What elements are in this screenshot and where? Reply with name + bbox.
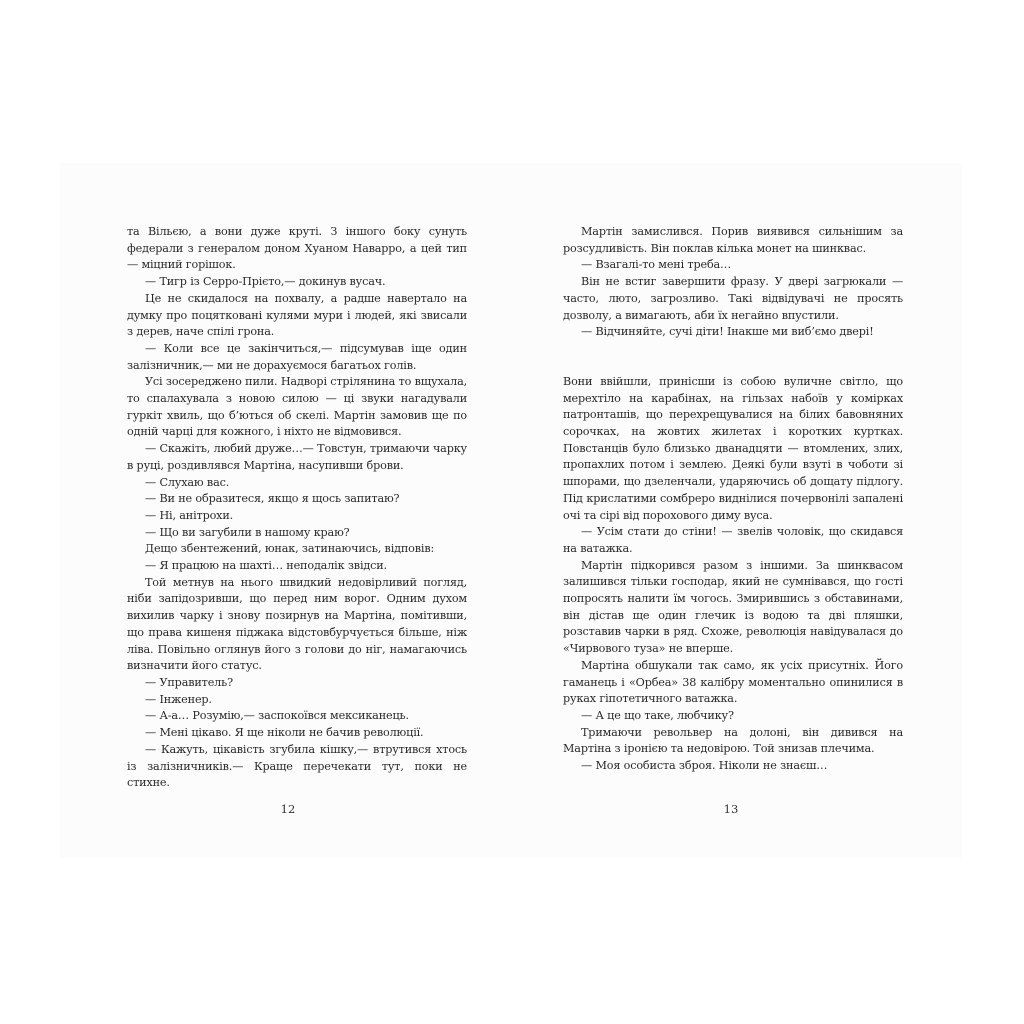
section-break: [563, 341, 903, 374]
paragraph: — Тигр із Серро-Прієто,— докинув вусач.: [145, 275, 386, 289]
paragraph: Тримаючи револьвер на долоні, він дивився на Мартіна з іронією та недовірою. Той знизав плечима.: [563, 725, 903, 756]
paragraph: — Моя особиста зброя. Ніколи не знаєш…: [581, 759, 828, 773]
page-number-left: 12: [280, 802, 296, 816]
paragraph: — А-а… Розумію,— заспокоївся мексиканець.: [145, 709, 409, 723]
paragraph: Він не встиг завершити фразу. У двері загрюкали — часто, люто, загрозливо. Такі відвідувачі не просять дозволу, а вимагають, аби їх негайно впустили.: [563, 275, 903, 322]
paragraph: — А це що таке, любчику?: [581, 708, 734, 722]
paragraph: Мартіна обшукали так само, як усіх присутніх. Його гаманець і «Орбеа» 38 калібру моментально опинилися в руках гіпотетичного ватажка.: [563, 658, 903, 706]
left-page-text: [127, 224, 467, 792]
paragraph: — Взагалі-то мені треба…: [581, 258, 732, 272]
right-page-text: [563, 224, 903, 775]
paragraph: Мартін підкорився разом з іншими. За шинквасом залишився тільки господар, який не сумнівався, що гості попросять налити їм чогось. Змирившись з обставинами, він дістав ще один глечик із водою та дві пляшки, розставив чарки в ряд. Схоже, революція навідувалася до «Чирвового туза» не вперше.: [563, 558, 903, 656]
paragraph: — Кажуть, цікавість згубила кішку,— втрутився хтось із залізничників.— Краще перечекати тут, поки не стихне.: [127, 742, 467, 790]
paragraph: Вони ввійшли, принісши із собою вуличне світло, що мерехтіло на карабінах, на гільзах набоїв у комірках патронташів, що перехрещувалися на білих бавовняних сорочках, на жовтих жилетах і коротких куртках. Повстанців було близько дванадцяти — втомлених, злих, пропахлих потом і землею. Деякі були взуті в чоботи зі шпорами, що дзеленчали, ударяючись об дощату підлогу. Під крислатими сомбреро виднілися почервонілі запалені очі та сірі від порохового диму вуса.: [563, 374, 903, 522]
paragraph: Той метнув на нього швидкий недовірливий погляд, ніби запідозривши, що перед ним ворог. Одним духом вихилив чарку і знову позирнув на Мартіна, помітивши, що права кишеня піджака відстовбурчується більше, ніж ліва. Повільно оглянув його з голови до ніг, намагаючись визначити його статус.: [127, 575, 467, 673]
paragraph: — Я працюю на шахті… неподалік звідси.: [145, 559, 387, 573]
paragraph: — Усім стати до стіни! — звелів чоловік, що скидався на ватажка.: [563, 525, 903, 555]
paragraph: Це не скидалося на похвалу, а радше навертало на думку про поцятковані кулями мури і людей, які звисали з дерев, наче спілі грона.: [127, 291, 467, 339]
page-number-right: 13: [723, 802, 739, 816]
paragraph: — Ні, анітрохи.: [145, 508, 234, 522]
paragraph: — Скажіть, любий друже…— Товстун, тримаючи чарку в руці, роздивлявся Мартіна, насупивши брови.: [127, 442, 467, 472]
paragraph: — Слухаю вас.: [145, 475, 230, 489]
paragraph: — Ви не образитеся, якщо я щось запитаю?: [145, 492, 400, 506]
paragraph: — Мені цікаво. Я ще ніколи не бачив революції.: [145, 726, 424, 740]
paragraph: Усі зосереджено пили. Надворі стрілянина то вщухала, то спалахувала з новою силою — ці звуки нагадували гуркіт хвиль, що б’ються об скелі. Мартін замовив ще по одній чарці для кожного, і ніхто не відмовився.: [127, 375, 468, 439]
paragraph: — Що ви загубили в нашому краю?: [145, 525, 350, 539]
paragraph: — Управитель?: [145, 675, 233, 689]
paragraph: — Відчиняйте, сучі діти! Інакше ми виб’ємо двері!: [581, 325, 874, 339]
paragraph: Дещо збентежений, юнак, затинаючись, відповів:: [145, 542, 435, 556]
paragraph: та Вільєю, а вони дуже круті. З іншого боку сунуть федерали з генералом доном Хуаном Наварро, а цей тип — міцний горішок.: [127, 225, 467, 272]
paragraph: — Коли все це закінчиться,— підсумував іще один залізничник,— ми не дорахуємося багатьох голів.: [127, 341, 467, 372]
paragraph: Мартін замислився. Порив виявився сильнішим за розсудливість. Він поклав кілька монет на шинквас.: [563, 225, 903, 255]
paragraph: — Інженер.: [145, 692, 212, 706]
